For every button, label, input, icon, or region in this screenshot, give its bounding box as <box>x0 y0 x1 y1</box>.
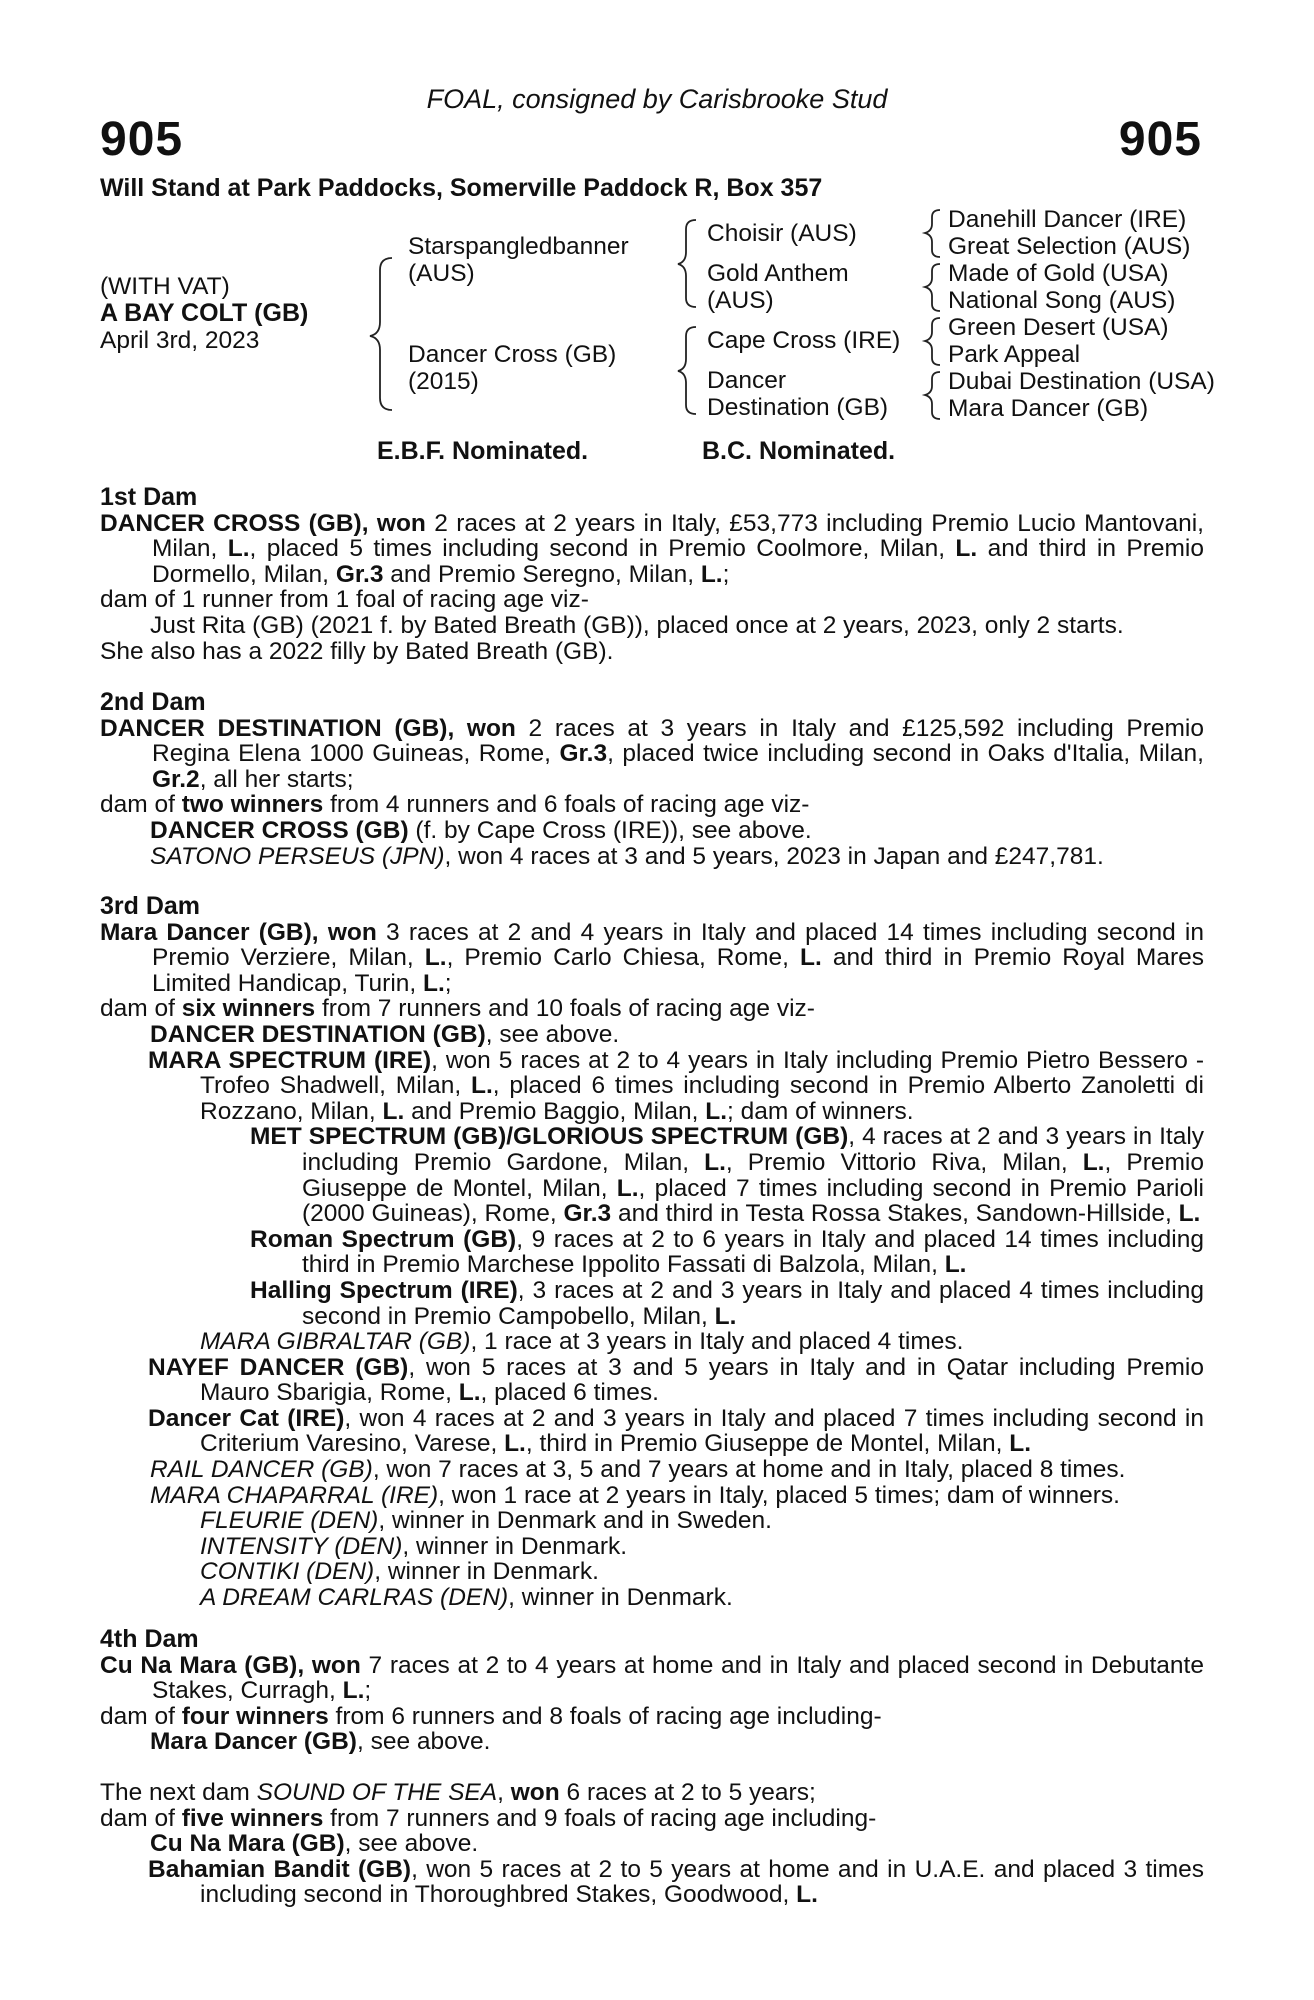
sire-dam-country: (AUS) <box>707 287 774 314</box>
grand-progeny-item: MET SPECTRUM (GB)/GLORIOUS SPECTRUM (GB), 4 races at 2 and 3 years in Italy including Premio Gardone, Milan, L., Premio Vittorio Riva, Milan, L., Premio Giuseppe de Montel, Milan, L., placed 7 times including second in Premio Parioli (2000 Guineas), Rome, Gr.3 and third in Testa Rossa Stakes, Sandown-Hillside, L. <box>250 1123 1205 1228</box>
gen3-ancestor-5: Green Desert (USA) <box>948 314 1169 341</box>
horse-name: A BAY COLT (GB) <box>100 299 309 327</box>
progeny-item: SATONO PERSEUS (JPN), won 4 races at 3 and 5 years, 2023 in Japan and £247,781. <box>150 842 1104 870</box>
bc-nomination: B.C. Nominated. <box>702 437 896 465</box>
dam-of-line: dam of 1 runner from 1 foal of racing age viz- <box>100 586 589 614</box>
gen3-ancestor-6: Park Appeal <box>948 341 1081 368</box>
grand-progeny-item: CONTIKI (DEN), winner in Denmark. <box>200 1558 599 1586</box>
progeny-item: Just Rita (GB) (2021 f. by Bated Breath (GB)), placed once at 2 years, 2023, only 2 starts. <box>150 611 1124 639</box>
grand-progeny-item: A DREAM CARLRAS (DEN), winner in Denmark. <box>200 1584 733 1612</box>
dam-year: (2015) <box>408 368 479 395</box>
first-dam-section <box>100 485 1204 664</box>
vat-note: (WITH VAT) <box>100 273 230 300</box>
sire-dam: Gold Anthem <box>707 260 849 287</box>
consignment-line: FOAL, consigned by Carisbrooke Stud <box>426 84 888 114</box>
foaled-date: April 3rd, 2023 <box>100 327 260 354</box>
dam-name: Dancer Cross (GB) <box>408 341 617 368</box>
dam-sire: Cape Cross (IRE) <box>707 327 901 354</box>
sire-sire: Choisir (AUS) <box>707 220 857 247</box>
gen3-ancestor-8: Mara Dancer (GB) <box>948 395 1149 422</box>
dam-dam-suffix: Destination (GB) <box>707 394 889 421</box>
section-heading: 4th Dam <box>100 1625 199 1653</box>
dam-record: DANCER CROSS (GB), won 2 races at 2 years in Italy, £53,773 including Premio Lucio Mantovani, Milan, L., placed 5 times including second in Premio Coolmore, Milan, L. and third in Premio Dormello, Milan, Gr.3 and Premio Seregno, Milan, L.; <box>100 509 1204 588</box>
grand-progeny-item: Roman Spectrum (GB), 9 races at 2 to 6 years in Italy and placed 14 times including third in Premio Marchese Ippolito Fassati di Balzola, Milan, L. <box>250 1225 1204 1279</box>
dam-of-line: dam of two winners from 4 runners and 6 foals of racing age viz- <box>100 791 810 819</box>
grand-progeny-item: MARA GIBRALTAR (GB), 1 race at 3 years in Italy and placed 4 times. <box>200 1328 964 1356</box>
dam-of-line: dam of five winners from 7 runners and 9 foals of racing age including- <box>100 1804 877 1832</box>
sire-name: Starspangledbanner <box>408 233 629 260</box>
dam-record: Cu Na Mara (GB), won 7 races at 2 to 4 years at home and in Italy and placed second in Debutante Stakes, Curragh, L.; <box>100 1651 1204 1705</box>
gen3-ancestor-1: Danehill Dancer (IRE) <box>948 206 1187 233</box>
progeny-item: RAIL DANCER (GB), won 7 races at 3, 5 and 7 years at home and in Italy, placed 8 times. <box>150 1456 1126 1484</box>
progeny-item: DANCER CROSS (GB) (f. by Cape Cross (IRE)), see above. <box>150 816 812 844</box>
section-heading: 1st Dam <box>100 483 198 511</box>
gen3-ancestor-2: Great Selection (AUS) <box>948 233 1191 260</box>
dam-record: Mara Dancer (GB), won 3 races at 2 and 4 years in Italy and placed 14 times including second in Premio Verziere, Milan, L., Premio Carlo Chiesa, Rome, L. and third in Premio Royal Mares Limited Handicap, Turin, L.; <box>100 918 1205 997</box>
dam-dam: Dancer <box>707 367 786 394</box>
lot-number-right: 905 <box>1118 113 1202 166</box>
sire-country: (AUS) <box>408 260 475 287</box>
gen3-ancestor-3: Made of Gold (USA) <box>948 260 1169 287</box>
dam-record: The next dam SOUND OF THE SEA, won 6 races at 2 to 5 years; <box>100 1779 816 1806</box>
progeny-item: DANCER DESTINATION (GB), see above. <box>150 1020 620 1048</box>
grand-progeny-item: INTENSITY (DEN), winner in Denmark. <box>200 1532 628 1560</box>
second-dam-section <box>100 690 1204 869</box>
gen3-ancestor-7: Dubai Destination (USA) <box>948 368 1215 395</box>
fourth-dam-section <box>100 1627 1204 1755</box>
grand-progeny-item: Halling Spectrum (IRE), 3 races at 2 and 3 years in Italy and placed 4 times including second in Premio Campobello, Milan, L. <box>250 1276 1204 1330</box>
gen3-ancestor-4: National Song (AUS) <box>948 287 1176 314</box>
dam-of-line: dam of four winners from 6 runners and 8 foals of racing age including- <box>100 1702 882 1730</box>
section-heading: 3rd Dam <box>100 892 201 920</box>
grand-progeny-item: FLEURIE (DEN), winner in Denmark and in Sweden. <box>200 1507 772 1535</box>
section-heading: 2nd Dam <box>100 688 206 716</box>
dam-record: DANCER DESTINATION (GB), won 2 races at 3 years in Italy and £125,592 including Premio Regina Elena 1000 Guineas, Rome, Gr.3, placed twice including second in Oaks d'Italia, Milan, Gr.2, all her starts; <box>100 714 1204 793</box>
won-label: won <box>376 509 426 537</box>
progeny-item: MARA CHAPARRAL (IRE), won 1 race at 2 years in Italy, placed 5 times; dam of winners. <box>150 1481 1120 1509</box>
progeny-item: Cu Na Mara (GB), see above. <box>150 1830 479 1858</box>
progeny-item: Dancer Cat (IRE), won 4 races at 2 and 3 years in Italy and placed 7 times including second in Criterium Varesino, Varese, L., third in Premio Giuseppe de Montel, Milan, L. <box>148 1404 1204 1458</box>
next-dam-section <box>100 1780 1204 1908</box>
dam-of-line: dam of six winners from 7 runners and 10 foals of racing age viz- <box>100 995 815 1023</box>
progeny-item: NAYEF DANCER (GB), won 5 races at 3 and 5 years in Italy and in Qatar including Premio Mauro Sbarigia, Rome, L., placed 6 times. <box>148 1353 1204 1407</box>
progeny-item: Bahamian Bandit (GB), won 5 races at 2 to 5 years at home and in U.A.E. and placed 3 times including second in Thoroughbred Stakes, Goodwood, L. <box>148 1855 1204 1909</box>
dam-name: DANCER CROSS (GB) <box>100 509 362 537</box>
lot-number-left: 905 <box>100 113 184 166</box>
stand-location: Will Stand at Park Paddocks, Somerville Paddock R, Box 357 <box>100 174 823 202</box>
progeny-item: Mara Dancer (GB), see above. <box>150 1728 491 1756</box>
ebf-nomination: E.B.F. Nominated. <box>377 437 589 465</box>
progeny-item: MARA SPECTRUM (IRE), won 5 races at 2 to 4 years in Italy including Premio Pietro Bessero - Trofeo Shadwell, Milan, L., placed 6 times including second in Premio Alberto Zanoletti di Rozzano, Milan, L. and Premio Baggio, Milan, L.; dam of winners. <box>148 1046 1204 1125</box>
third-dam-section <box>100 894 1204 1611</box>
also-note: She also has a 2022 filly by Bated Breath (GB). <box>100 637 614 665</box>
